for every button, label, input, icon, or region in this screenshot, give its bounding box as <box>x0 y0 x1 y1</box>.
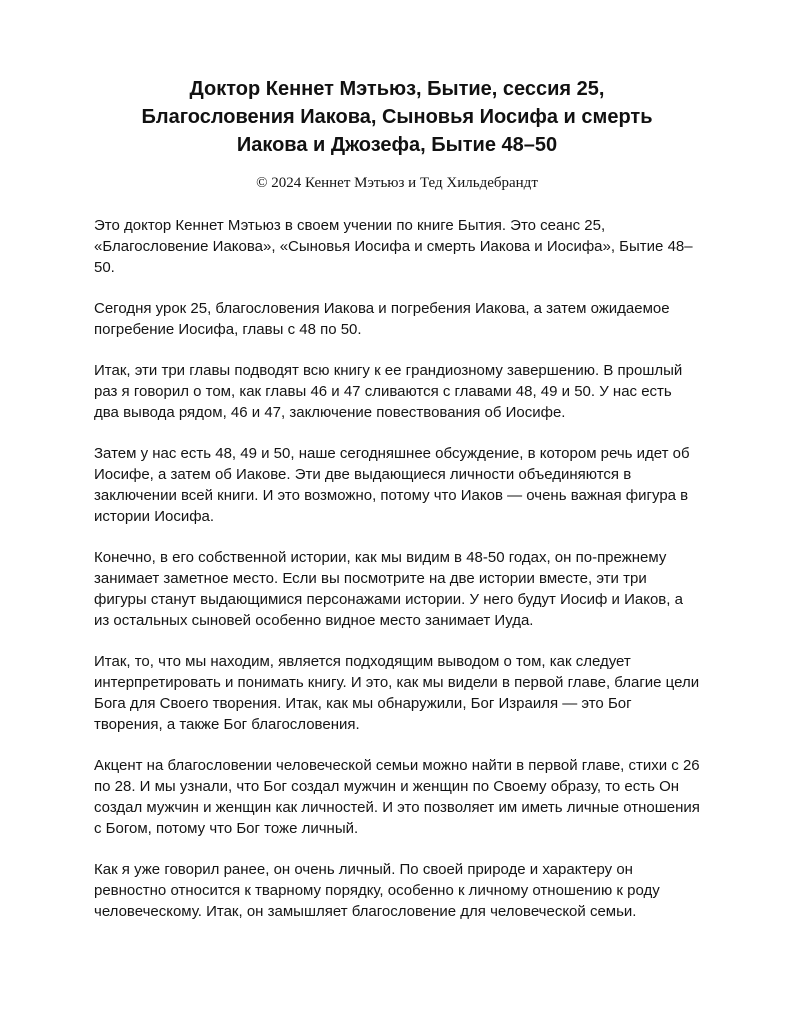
paragraph: Итак, то, что мы находим, является подходящим выводом о том, как следует интерпретировать и понимать книгу. И это, как мы видели в первой главе, благие цели Бога для Своего творения. Итак, как мы обнаружили, Бог Израиля — это Бог творения, а также Бог благословения. <box>94 652 700 733</box>
page-title-line: Доктор Кеннет Мэтьюз, Бытие, сессия 25, <box>189 78 605 101</box>
paragraph: Конечно, в его собственной истории, как мы видим в 48-50 годах, он по-прежнему занимает заметное место. Если вы посмотрите на две истории вместе, эти три фигуры станут выдающимися персонажами истории. У него будут Иосиф и Иаков, а из остальных сыновей особенно видное место занимает Иуда. <box>94 548 683 629</box>
paragraph: Как я уже говорил ранее, он очень личный. По своей природе и характеру он ревностно относится к тварному порядку, особенно к личному отношению к роду человеческому. Итак, он замышляет благословение для человеческой семьи. <box>94 860 660 920</box>
page-title <box>94 75 700 159</box>
paragraph: Итак, эти три главы подводят всю книгу к ее грандиозному завершению. В прошлый раз я говорил о том, как главы 46 и 47 сливаются с главами 48, 49 и 50. У нас есть два вывода рядом, 46 и 47, заключение повествования об Иосифе. <box>94 361 683 421</box>
paragraph: Акцент на благословении человеческой семьи можно найти в первой главе, стихи с 26 по 28. И мы узнали, что Бог создал мужчин и женщин по Своему образу, то есть Он создал мужчин и женщин как личностей. И это позволяет им иметь личные отношения с Богом, потому что Бог тоже личный. <box>94 756 700 837</box>
paragraph: Сегодня урок 25, благословения Иакова и погребения Иакова, а затем ожидаемое погребение Иосифа, главы с 48 по 50. <box>94 299 670 338</box>
page-title-line: Иакова и Джозефа, Бытие 48–50 <box>236 134 558 157</box>
paragraph: Это доктор Кеннет Мэтьюз в своем учении по книге Бытия. Это сеанс 25, «Благословение Иакова», «Сыновья Иосифа и смерть Иакова и Иосифа», Бытие 48–50. <box>94 216 693 276</box>
page-title-line: Благословения Иакова, Сыновья Иосифа и смерть <box>141 106 653 129</box>
document-body <box>94 215 700 922</box>
copyright-line: © 2024 Кеннет Мэтьюз и Тед Хильдебрандт <box>256 174 538 191</box>
paragraph: Затем у нас есть 48, 49 и 50, наше сегодняшнее обсуждение, в котором речь идет об Иосифе, а затем об Иакове. Эти две выдающиеся личности объединяются в заключении всей книги. И это возможно, потому что Иаков — очень важная фигура в истории Иосифа. <box>94 444 690 525</box>
